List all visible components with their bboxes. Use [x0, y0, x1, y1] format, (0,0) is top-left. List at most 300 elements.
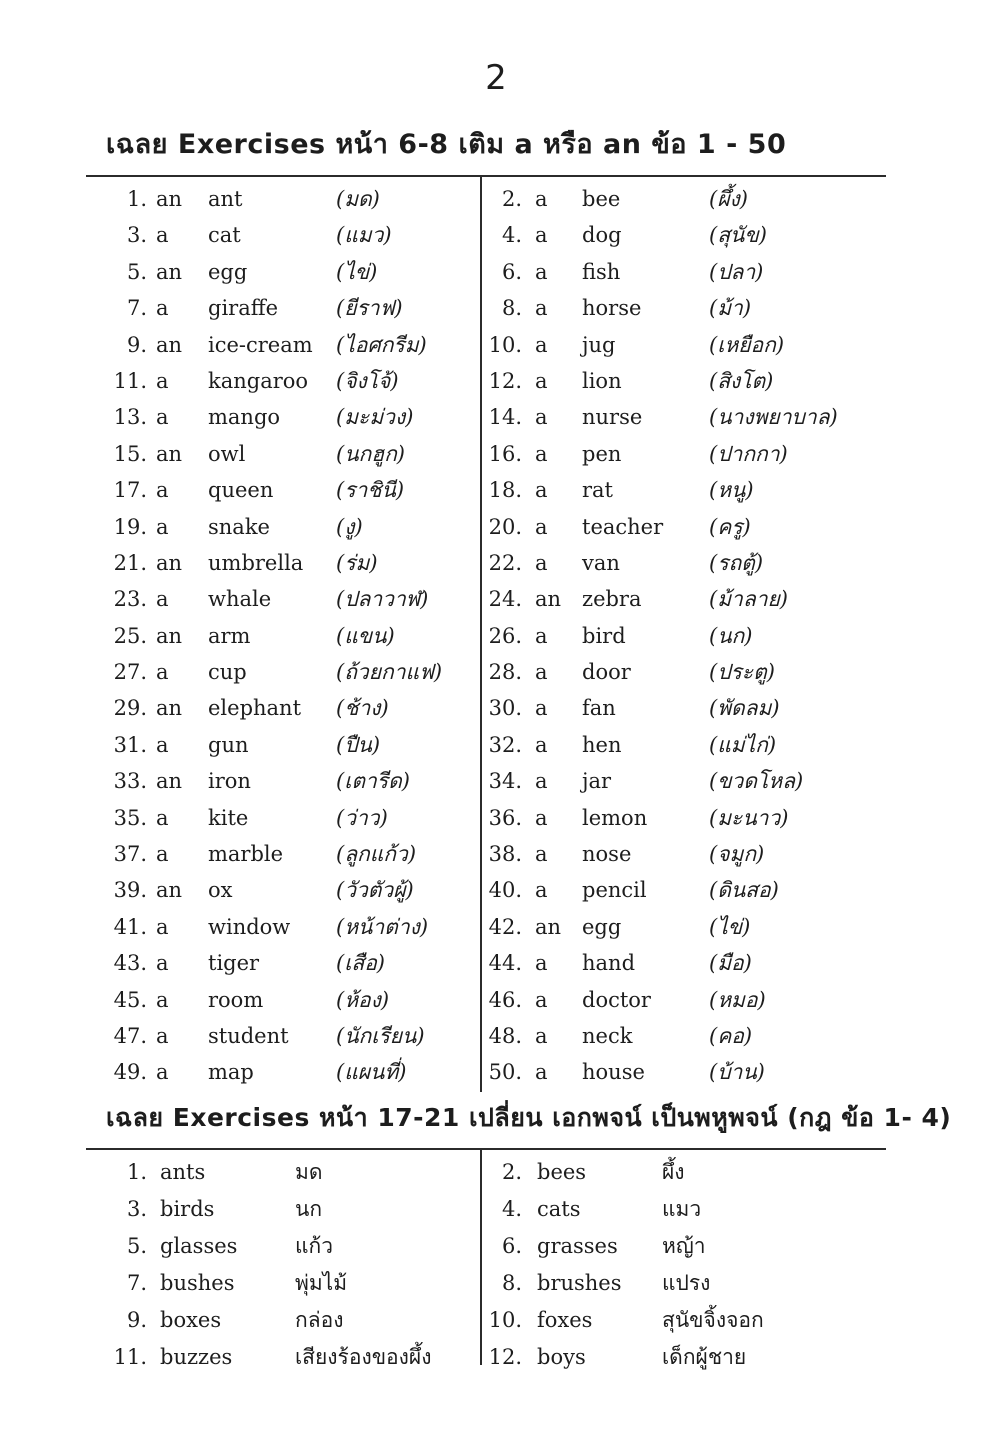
item-article: a	[156, 660, 169, 685]
item-word: snake	[208, 514, 270, 539]
item-thai-translation: (เตารีด)	[336, 769, 410, 794]
item-word: elephant	[208, 696, 302, 721]
item-word: queen	[208, 478, 274, 503]
answer-row	[99, 764, 480, 800]
item-number: 11.	[113, 368, 147, 393]
answer-row	[99, 1155, 480, 1192]
item-word: mango	[208, 405, 281, 430]
item-word: tiger	[208, 951, 260, 976]
item-number: 4.	[501, 1196, 522, 1221]
answer-row	[484, 400, 886, 436]
item-article: a	[156, 587, 169, 612]
item-word: cat	[208, 223, 241, 248]
answer-row	[484, 1019, 886, 1055]
item-thai-translation: (พัดลม)	[709, 696, 780, 721]
answer-row	[484, 873, 886, 909]
item-thai-translation: (แผนที่)	[336, 1060, 407, 1085]
item-thai-translation: (ยีราฟ)	[336, 296, 403, 321]
item-number: 48.	[488, 1023, 522, 1048]
answer-row	[99, 873, 480, 909]
answer-row	[484, 1266, 886, 1303]
answer-row	[484, 983, 886, 1019]
item-article: a	[535, 514, 548, 539]
item-word: pencil	[582, 878, 647, 903]
item-thai-translation: (ปลา)	[709, 259, 764, 284]
answer-row	[484, 291, 886, 327]
item-article: a	[535, 696, 548, 721]
item-article: an	[535, 587, 562, 612]
item-word: lion	[582, 368, 622, 393]
item-number: 14.	[488, 405, 522, 430]
item-article: a	[535, 1023, 548, 1048]
item-number: 47.	[113, 1023, 147, 1048]
item-word: window	[208, 914, 291, 939]
item-number: 3.	[126, 223, 147, 248]
item-number: 3.	[126, 1196, 147, 1221]
item-number: 30.	[488, 696, 522, 721]
section1-title: เฉลย Exercises หน้า 6-8 เติม a หรือ an ข้อ 1 - 50	[106, 129, 787, 160]
item-number: 6.	[501, 1233, 522, 1258]
item-thai-translation: (แขน)	[336, 623, 395, 648]
item-thai-translation: (บ้าน)	[709, 1060, 765, 1085]
answer-row	[99, 182, 480, 218]
item-article: an	[156, 769, 183, 794]
item-thai-translation: (ปืน)	[336, 732, 381, 757]
answer-row	[99, 1055, 480, 1091]
item-word: boxes	[160, 1307, 222, 1332]
item-word: bushes	[160, 1270, 235, 1295]
item-number: 8.	[501, 1270, 522, 1295]
item-thai-translation: แก้ว	[295, 1233, 334, 1258]
item-thai-translation: (แมว)	[336, 223, 392, 248]
item-word: ants	[160, 1159, 206, 1184]
answer-row	[484, 1303, 886, 1340]
answer-row	[484, 364, 886, 400]
item-article: a	[156, 368, 169, 393]
item-thai-translation: (นก)	[709, 623, 753, 648]
item-thai-translation: (หนู)	[709, 478, 754, 503]
item-thai-translation: มด	[295, 1159, 323, 1184]
item-number: 36.	[488, 805, 522, 830]
item-article: an	[156, 441, 183, 466]
item-article: a	[535, 550, 548, 575]
item-article: a	[156, 1060, 169, 1085]
item-word: teacher	[582, 514, 664, 539]
item-word: student	[208, 1023, 289, 1048]
item-article: a	[156, 732, 169, 757]
answer-row	[484, 473, 886, 509]
item-thai-translation: (ว่าว)	[336, 805, 388, 830]
answer-row	[484, 946, 886, 982]
answer-row	[484, 728, 886, 764]
answer-row	[99, 510, 480, 546]
answer-row	[484, 691, 886, 727]
answer-row	[484, 910, 886, 946]
section1-left-column	[86, 177, 480, 1092]
answer-row	[99, 364, 480, 400]
item-number: 7.	[126, 296, 147, 321]
item-number: 25.	[113, 623, 147, 648]
item-article: a	[535, 623, 548, 648]
item-word: van	[582, 550, 620, 575]
item-word: iron	[208, 769, 251, 794]
answer-row	[484, 1055, 886, 1091]
item-thai-translation: (สิงโต)	[709, 368, 774, 393]
item-number: 19.	[113, 514, 147, 539]
item-article: a	[535, 769, 548, 794]
item-thai-translation: (นกฮูก)	[336, 441, 405, 466]
item-number: 2.	[501, 1159, 522, 1184]
item-word: nurse	[582, 405, 643, 430]
answer-row	[99, 1019, 480, 1055]
item-article: an	[156, 696, 183, 721]
item-word: cup	[208, 660, 247, 685]
answer-row	[99, 655, 480, 691]
item-number: 40.	[488, 878, 522, 903]
answer-row	[484, 546, 886, 582]
item-word: hen	[582, 732, 622, 757]
item-thai-translation: (ราชินี)	[336, 478, 405, 503]
item-article: a	[156, 987, 169, 1012]
item-thai-translation: (ช้าง)	[336, 696, 389, 721]
item-word: brushes	[537, 1270, 622, 1295]
item-word: nose	[582, 842, 632, 867]
item-word: giraffe	[208, 296, 279, 321]
item-word: foxes	[537, 1307, 593, 1332]
section2-left-column	[86, 1150, 480, 1377]
item-article: a	[535, 296, 548, 321]
answer-row	[484, 1229, 886, 1266]
item-number: 7.	[126, 1270, 147, 1295]
answer-row	[99, 946, 480, 982]
answer-row	[99, 437, 480, 473]
item-number: 22.	[488, 550, 522, 575]
answer-row	[484, 1192, 886, 1229]
item-word: arm	[208, 623, 251, 648]
item-thai-translation: (ปลาวาฬ)	[336, 587, 429, 612]
item-thai-translation: (แม่ไก่)	[709, 732, 777, 757]
item-word: bee	[582, 187, 621, 211]
item-number: 41.	[113, 914, 147, 939]
answer-row	[484, 837, 886, 873]
item-thai-translation: (นักเรียน)	[336, 1023, 425, 1048]
item-number: 9.	[126, 332, 147, 357]
item-thai-translation: (ไข่)	[336, 259, 378, 284]
answer-row	[99, 328, 480, 364]
item-number: 12.	[488, 368, 522, 393]
item-thai-translation: (จิงโจ้)	[336, 368, 399, 393]
item-word: horse	[582, 296, 642, 321]
item-thai-translation: สุนัขจิ้งจอก	[662, 1307, 764, 1332]
item-article: a	[535, 405, 548, 430]
item-number: 39.	[113, 878, 147, 903]
item-number: 24.	[488, 587, 522, 612]
section2-title: เฉลย Exercises หน้า 17-21 เปลี่ยน เอกพจน์ เป็นพหูพจน์ (กฎ ข้อ 1- 4)	[106, 1102, 952, 1132]
item-thai-translation: นก	[295, 1196, 323, 1221]
item-thai-translation: (เหยือก)	[709, 332, 785, 357]
item-word: fish	[582, 259, 621, 284]
item-thai-translation: หญ้า	[662, 1233, 706, 1258]
item-word: boys	[537, 1344, 586, 1369]
answer-row	[99, 291, 480, 327]
item-word: map	[208, 1060, 254, 1085]
item-article: a	[156, 1023, 169, 1048]
item-article: a	[156, 914, 169, 939]
item-word: doctor	[582, 987, 651, 1012]
item-word: house	[582, 1060, 645, 1085]
item-number: 45.	[113, 987, 147, 1012]
item-number: 5.	[126, 1233, 147, 1258]
answer-row	[484, 582, 886, 618]
answer-row	[484, 218, 886, 254]
answer-row	[484, 655, 886, 691]
item-article: a	[156, 296, 169, 321]
answer-row	[99, 1192, 480, 1229]
item-thai-translation: แปรง	[662, 1270, 711, 1295]
item-word: glasses	[160, 1233, 238, 1258]
item-word: whale	[208, 587, 272, 612]
item-article: a	[535, 805, 548, 830]
item-word: gun	[208, 732, 249, 757]
item-number: 12.	[488, 1344, 522, 1369]
answer-row	[99, 255, 480, 291]
item-number: 1.	[126, 187, 147, 211]
answer-row	[484, 182, 886, 218]
item-number: 15.	[113, 441, 147, 466]
item-number: 27.	[113, 660, 147, 685]
item-article: a	[535, 878, 548, 903]
answer-row	[99, 801, 480, 837]
item-thai-translation: (หมอ)	[709, 987, 766, 1012]
item-number: 26.	[488, 623, 522, 648]
item-number: 16.	[488, 441, 522, 466]
item-thai-translation: (ดินสอ)	[709, 878, 779, 903]
item-article: an	[156, 623, 183, 648]
answer-row	[99, 473, 480, 509]
item-number: 33.	[113, 769, 147, 794]
answer-row	[484, 510, 886, 546]
item-thai-translation: (สุนัข)	[709, 223, 767, 248]
answer-row	[99, 546, 480, 582]
item-number: 46.	[488, 987, 522, 1012]
item-thai-translation: (คอ)	[709, 1023, 753, 1048]
answer-row	[99, 910, 480, 946]
answer-row	[484, 1155, 886, 1192]
item-article: an	[156, 259, 183, 284]
answer-row	[484, 801, 886, 837]
item-number: 17.	[113, 478, 147, 503]
item-thai-translation: (ม้าลาย)	[709, 587, 788, 612]
item-thai-translation: พุ่มไม้	[295, 1270, 348, 1295]
item-article: a	[535, 441, 548, 466]
item-word: kite	[208, 805, 249, 830]
item-word: buzzes	[160, 1344, 233, 1369]
item-article: a	[535, 732, 548, 757]
item-thai-translation: (ขวดโหล)	[709, 769, 804, 794]
item-number: 6.	[501, 259, 522, 284]
answer-row	[484, 619, 886, 655]
item-word: owl	[208, 441, 246, 466]
item-thai-translation: (เสือ)	[336, 951, 385, 976]
item-number: 29.	[113, 696, 147, 721]
item-word: birds	[160, 1196, 215, 1221]
answer-row	[99, 1266, 480, 1303]
item-number: 49.	[113, 1060, 147, 1085]
answer-row	[484, 437, 886, 473]
item-word: dog	[582, 223, 622, 248]
item-thai-translation: (ม้า)	[709, 296, 752, 321]
item-thai-translation: (วัวตัวผู้)	[336, 878, 414, 903]
answer-row	[99, 218, 480, 254]
item-article: a	[156, 405, 169, 430]
item-word: bees	[537, 1159, 587, 1184]
item-number: 43.	[113, 951, 147, 976]
page-number: 2	[485, 58, 507, 98]
answer-row	[99, 1303, 480, 1340]
item-number: 2.	[501, 187, 522, 211]
item-number: 37.	[113, 842, 147, 867]
item-number: 21.	[113, 550, 147, 575]
item-word: marble	[208, 842, 284, 867]
item-thai-translation: (มด)	[336, 187, 380, 211]
item-thai-translation: เด็กผู้ชาย	[662, 1344, 747, 1369]
item-thai-translation: (ห้อง)	[336, 987, 390, 1012]
item-word: jar	[582, 769, 612, 794]
item-word: bird	[582, 623, 626, 648]
item-article: a	[535, 223, 548, 248]
answer-row	[484, 255, 886, 291]
item-article: a	[156, 223, 169, 248]
item-thai-translation: (ผึ้ง)	[709, 187, 748, 211]
item-number: 32.	[488, 732, 522, 757]
item-article: a	[535, 951, 548, 976]
item-article: a	[535, 259, 548, 284]
item-word: umbrella	[208, 550, 304, 575]
item-thai-translation: เสียงร้องของผึ้ง	[295, 1344, 432, 1369]
item-thai-translation: (ครู)	[709, 514, 751, 539]
item-article: a	[156, 805, 169, 830]
item-word: grasses	[537, 1233, 618, 1258]
item-thai-translation: (ร่ม)	[336, 550, 378, 575]
item-word: egg	[208, 259, 248, 284]
item-word: ox	[208, 878, 233, 903]
item-number: 31.	[113, 732, 147, 757]
item-article: a	[156, 478, 169, 503]
item-word: zebra	[582, 587, 642, 612]
answer-row	[484, 1340, 886, 1377]
item-number: 5.	[126, 259, 147, 284]
section1-right-column	[480, 177, 886, 1092]
answer-row	[484, 328, 886, 364]
item-number: 10.	[488, 332, 522, 357]
item-word: kangaroo	[208, 368, 309, 393]
item-article: a	[535, 187, 548, 211]
item-word: neck	[582, 1023, 633, 1048]
answer-row	[484, 764, 886, 800]
section1-table	[86, 177, 886, 1092]
answer-row	[99, 582, 480, 618]
item-word: rat	[582, 478, 613, 503]
item-word: cats	[537, 1196, 581, 1221]
item-number: 23.	[113, 587, 147, 612]
item-number: 8.	[501, 296, 522, 321]
item-number: 28.	[488, 660, 522, 685]
item-thai-translation: ผึ้ง	[662, 1159, 685, 1184]
item-word: hand	[582, 951, 636, 976]
item-article: an	[156, 332, 183, 357]
item-number: 42.	[488, 914, 522, 939]
item-article: a	[535, 660, 548, 685]
item-thai-translation: (ถ้วยกาแฟ)	[336, 660, 443, 685]
answer-row	[99, 619, 480, 655]
item-thai-translation: กล่อง	[295, 1307, 344, 1332]
item-number: 11.	[113, 1344, 147, 1369]
item-article: a	[156, 951, 169, 976]
item-number: 9.	[126, 1307, 147, 1332]
section1-column-divider	[480, 177, 482, 1092]
section2-right-column	[480, 1150, 886, 1377]
item-article: an	[156, 550, 183, 575]
answer-row	[99, 728, 480, 764]
item-number: 20.	[488, 514, 522, 539]
item-thai-translation: (ไข่)	[709, 914, 751, 939]
answer-row	[99, 400, 480, 436]
item-word: pen	[582, 441, 622, 466]
item-article: an	[156, 878, 183, 903]
item-thai-translation: (นางพยาบาล)	[709, 405, 838, 430]
item-article: a	[156, 842, 169, 867]
answer-row	[99, 1229, 480, 1266]
answer-row	[99, 837, 480, 873]
item-article: a	[535, 1060, 548, 1085]
item-number: 34.	[488, 769, 522, 794]
item-number: 18.	[488, 478, 522, 503]
item-number: 50.	[488, 1060, 522, 1085]
item-number: 10.	[488, 1307, 522, 1332]
item-word: ant	[208, 187, 243, 211]
item-thai-translation: (มะนาว)	[709, 805, 789, 830]
item-thai-translation: (ไอศกรีม)	[336, 332, 427, 357]
item-number: 1.	[126, 1159, 147, 1184]
item-thai-translation: (มือ)	[709, 951, 752, 976]
item-word: jug	[582, 332, 616, 357]
item-thai-translation: แมว	[662, 1196, 702, 1221]
item-article: an	[535, 914, 562, 939]
item-word: ice-cream	[208, 332, 313, 357]
answer-row	[99, 1340, 480, 1377]
item-number: 44.	[488, 951, 522, 976]
answer-row	[99, 983, 480, 1019]
item-thai-translation: (จมูก)	[709, 842, 765, 867]
item-thai-translation: (ลูกแก้ว)	[336, 842, 417, 867]
item-number: 35.	[113, 805, 147, 830]
item-thai-translation: (หน้าต่าง)	[336, 914, 429, 939]
item-word: room	[208, 987, 264, 1012]
item-word: lemon	[582, 805, 648, 830]
item-number: 4.	[501, 223, 522, 248]
item-word: egg	[582, 914, 622, 939]
item-word: door	[582, 660, 631, 685]
item-thai-translation: (มะม่วง)	[336, 405, 414, 430]
item-article: a	[535, 368, 548, 393]
item-number: 13.	[113, 405, 147, 430]
item-thai-translation: (งู)	[336, 514, 363, 539]
item-word: fan	[582, 696, 616, 721]
item-article: a	[535, 842, 548, 867]
item-article: a	[535, 478, 548, 503]
item-number: 38.	[488, 842, 522, 867]
answer-row	[99, 691, 480, 727]
